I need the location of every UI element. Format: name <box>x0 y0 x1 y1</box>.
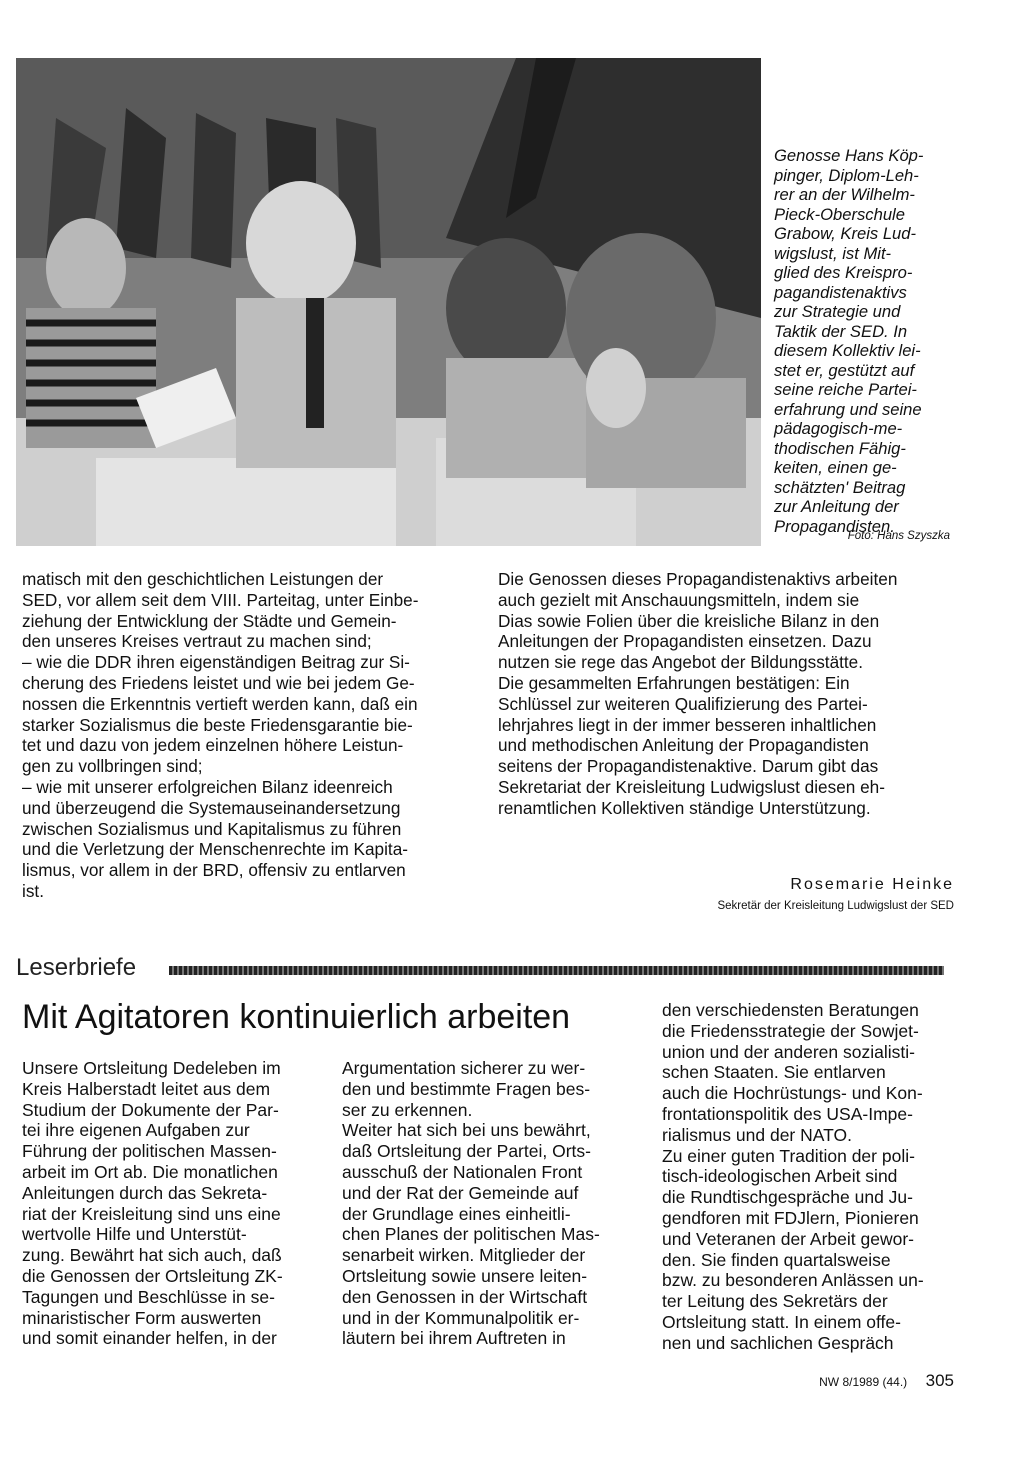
journal-reference: NW 8/1989 (44.) <box>819 1375 908 1389</box>
article-column-right: Die Genossen dieses Propagandistenaktivs arbeiten auch gezielt mit Anschauungsmitteln, indem sie Dias sowie Folien über die kreisliche Bilanz in den Anleitungen der Propagandisten einsetzen. Dazu nutzen sie rege das Angebot der Bildungsstätte. Die gesammelten Erfahrungen bestätigen: Ein Schlüssel zur weiteren Qualifizierung des Partei- lehrjahres liegt in der immer besseren inhaltlichen und methodischen Anleitung der Propagandisten seitens der Propagandistenaktive. Darum gibt das Sekretariat der Kreisleitung Ludwigslust diesen eh- renamtlichen Kollektiven ständige Unterstützung. <box>498 569 898 818</box>
section-header <box>16 954 946 986</box>
letter-column-3: den verschiedensten Beratungen die Friedensstrategie der Sowjet- union und der anderen sozialisti- schen Staaten. Sie entlarven auch die Hochrüstungs- und Kon- frontationspolitik des USA-Impe- rialismus und der NATO. Zu einer guten Tradition der poli- tisch-ideologischen Arbeit sind die Rundtischgespräche und Ju- gendforen mit FDJlern, Pionieren und Veteranen der Arbeit gewor- den. Sie finden quartalsweise bzw. zu besonderen Anlässen un- ter Leitung des Sekretärs der Ortsleitung statt. In einem offe- nen und sachlichen Gespräch <box>662 1000 924 1353</box>
section-label: Leserbriefe <box>16 954 137 981</box>
page-number: 305 <box>925 1371 954 1390</box>
author-name: Rosemarie Heinke <box>790 876 954 893</box>
article-column-left: matisch mit den geschichtlichen Leistungen der SED, vor allem seit dem VIII. Parteitag, unter Einbe- ziehung der Entwicklung der Städte und Gemein- den unseres Kreises vertraut zu machen sind; – wie die DDR ihren eigenständigen Beitrag zur Si- cherung des Friedens leistet und wie bei jedem Ge- nossen die Erkenntnis vertieft werden kann, daß ein starker Sozialismus die beste Friedensgarantie bie- tet und dazu von jedem einzelnen höhere Leistun- gen zu vollbringen sind; – wie mit unserer erfolgreichen Bilanz ideenreich und überzeugend die Systemauseinandersetzung zwischen Sozialismus und Kapitalismus zu führen und die Verletzung der Menschenrechte im Kapita- lismus, vor allem in der BRD, offensiv zu entlarven ist. <box>22 569 419 901</box>
page-footer <box>770 1371 954 1391</box>
photo-credit: Foto: Hans Szyszka <box>847 530 950 542</box>
letter-column-2: Argumentation sicherer zu wer- den und bestimmte Fragen bes- ser zu erkennen. Weiter hat sich bei uns bewährt, daß Ortsleitung der Partei, Orts- ausschuß der Nationalen Front und der Rat der Gemeinde auf der Grundlage eines einheitli- chen Planes der politischen Mas- senarbeit wirken. Mitglieder der Ortsleitung sowie unsere leiten- den Genossen in der Wirtschaft und in der Kommunalpolitik er- läutern bei ihrem Auftreten in <box>342 1058 600 1349</box>
letter-column-1: Unsere Ortsleitung Dedeleben im Kreis Halberstadt leitet aus dem Studium der Dokumente der Par- tei ihre eigenen Aufgaben zur Führung der politischen Massen- arbeit im Ort ab. Die monatlichen Anleitungen durch das Sekreta- riat der Kreisleitung sind uns eine wertvolle Hilfe und Unterstüt- zung. Bewährt hat sich auch, daß die Genossen der Ortsleitung ZK- Tagungen und Beschlüsse in se- minaristischer Form auswerten und somit einander helfen, in der <box>22 1058 283 1349</box>
letter-headline: Mit Agitatoren kontinuierlich arbeiten <box>22 998 571 1036</box>
author-role: Sekretär der Kreisleitung Ludwigslust der SED <box>717 900 954 912</box>
section-rule <box>169 966 944 975</box>
photo-caption: Genosse Hans Köp- pinger, Diplom-Leh- rer an der Wilhelm- Pieck-Oberschule Grabow, Kreis Lud- wigslust, ist Mit- glied des Kreispro- pagandistenaktivs zur Strategie und Taktik der SED. In diesem Kollektiv lei- stet er, gestützt auf seine reiche Partei- erfahrung und seine pädagogisch-me- thodischen Fähig- keiten, einen ge- schätzten' Beitrag zur Anleitung der Propagandisten. <box>774 146 924 536</box>
article-author <box>660 876 954 912</box>
news-photo <box>16 58 761 546</box>
